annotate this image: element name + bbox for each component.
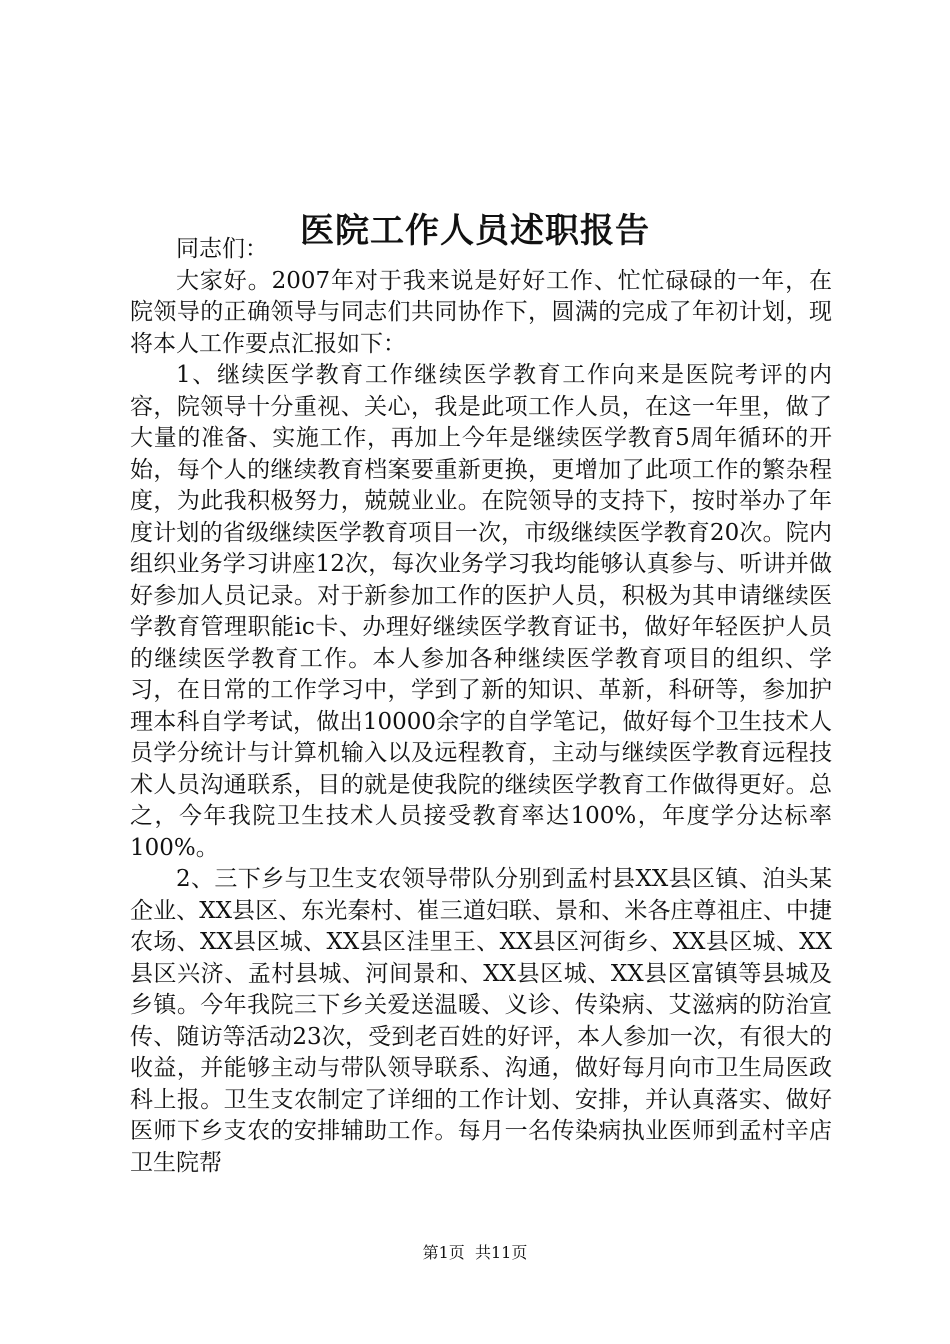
page-number: 第1页 bbox=[422, 1243, 465, 1262]
paragraph: 2、三下乡与卫生支农领导带队分别到孟村县XX县区镇、泊头某企业、XX县区、东光秦村、崔三道妇联、景和、米各庄尊祖庄、中捷农场、XX县区城、XX县区洼里王、XX县区河街乡、XX县区城、XX县区兴济、孟村县城、河间景和、XX县区城、XX县区富镇等县城及乡镇。今年我院三下乡关爱送温暖、义诊、传染病、艾滋病的防治宣传、随访等活动23次，受到老百姓的好评，本人参加一次，有很大的收益，并能够主动与带队领导联系、沟通，做好每月向市卫生局医政科上报。卫生支农制定了详细的工作计划、安排，并认真落实、做好医师下乡支农的安排辅助工作。每月一名传染病执业医师到孟村辛店卫生院帮 bbox=[130, 866, 832, 1176]
paragraph: 1、继续医学教育工作继续医学教育工作向来是医院考评的内容，院领导十分重视、关心，我是此项工作人员，在这一年里，做了大量的准备、实施工作，再加上今年是继续医学教育5周年循环的开始，每个人的继续教育档案要重新更换，更增加了此项工作的繁杂程度，为此我积极努力，兢兢业业。在院领导的支持下，按时举办了年度计划的省级继续医学教育项目一次，市级继续医学教育20次。院内组织业务学习讲座12次，每次业务学习我均能够认真参与、听讲并做好参加人员记录。对于新参加工作的医护人员，积极为其申请继续医学教育管理职能ic卡、办理好继续医学教育证书，做好年轻医护人员的继续医学教育工作。本人参加各种继续医学教育项目的组织、学习，在日常的工作学习中，学到了新的知识、革新，科研等，参加护理本科自学考试，做出10000余字的自学笔记，做好每个卫生技术人员学分统计与计算机输入以及远程教育，主动与继续医学教育远程技术人员沟通联系，目的就是使我院的继续医学教育工作做得更好。总之，今年我院卫生技术人员接受教育率达100%，年度学分达标率100%。 bbox=[130, 362, 832, 861]
total-pages: 共11页 bbox=[474, 1243, 528, 1262]
greeting: 同志们： bbox=[176, 236, 268, 262]
page-footer bbox=[0, 1242, 950, 1264]
document-title: 医院工作人员述职报告 bbox=[300, 210, 650, 251]
paragraph: 大家好。2007年对于我来说是好好工作、忙忙碌碌的一年，在院领导的正确领导与同志们共同协作下，圆满的完成了年初计划，现将本人工作要点汇报如下： bbox=[130, 267, 832, 357]
document-body bbox=[130, 234, 832, 1179]
